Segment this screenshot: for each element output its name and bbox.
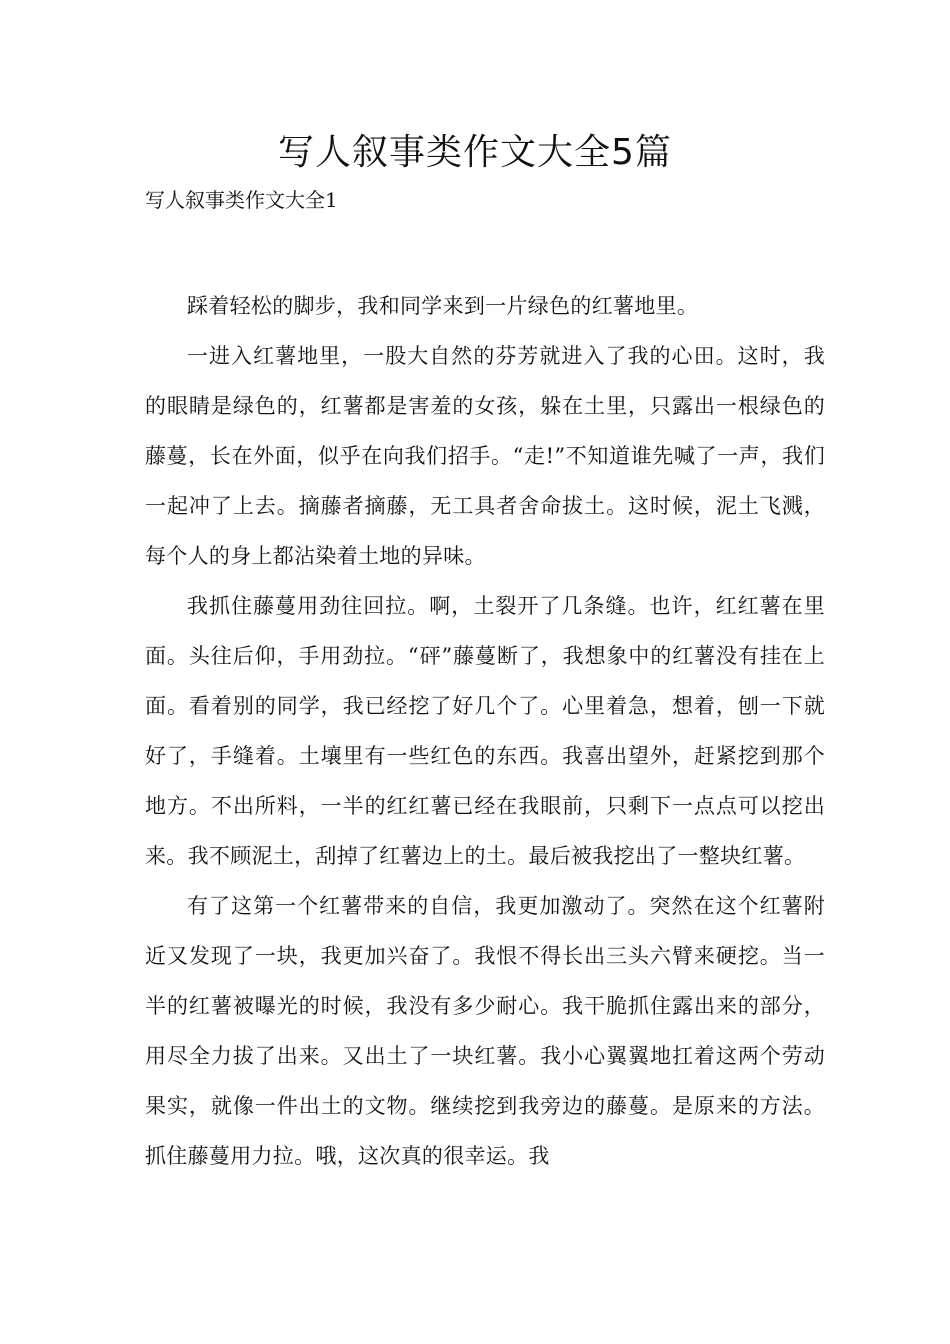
document-body <box>145 281 825 1181</box>
paragraph-3: 我抓住藤蔓用劲往回拉。啊，土裂开了几条缝。也许，红红薯在里面。头往后仰，手用劲拉。“砰”藤蔓断了，我想象中的红薯没有挂在上面。看着别的同学，我已经挖了好几个了。心里着急，想着，刨一下就好了，手缝着。土壤里有一些红色的东西。我喜出望外，赶紧挖到那个地方。不出所料，一半的红红薯已经在我眼前，只剩下一点点可以挖出来。我不顾泥土，刮掉了红薯边上的土。最后被我挖出了一整块红薯。 <box>145 594 825 868</box>
paragraph-2: 一进入红薯地里，一股大自然的芬芳就进入了我的心田。这时，我的眼睛是绿色的，红薯都是害羞的女孩，躲在土里，只露出一根绿色的藤蔓，长在外面，似乎在向我们招手。“走!”不知道谁先喊了一声，我们一起冲了上去。摘藤者摘藤，无工具者舍命拔土。这时候，泥土飞溅，每个人的身上都沾染着土地的异味。 <box>145 344 825 568</box>
document-title: 写人叙事类作文大全5篇 <box>278 132 672 173</box>
paragraph-4: 有了这第一个红薯带来的自信，我更加激动了。突然在这个红薯附近又发现了一块，我更加兴奋了。我恨不得长出三头六臂来硬挖。当一半的红薯被曝光的时候，我没有多少耐心。我干脆抓住露出来的部分，用尽全力拔了出来。又出土了一块红薯。我小心翼翼地扛着这两个劳动果实，就像一件出土的文物。继续挖到我旁边的藤蔓。是原来的方法。抓住藤蔓用力拉。哦，这次真的很幸运。我 <box>145 894 825 1168</box>
paragraph-1: 踩着轻松的脚步，我和同学来到一片绿色的红薯地里。 <box>187 294 699 318</box>
section-heading: 写人叙事类作文大全1 <box>145 188 338 212</box>
